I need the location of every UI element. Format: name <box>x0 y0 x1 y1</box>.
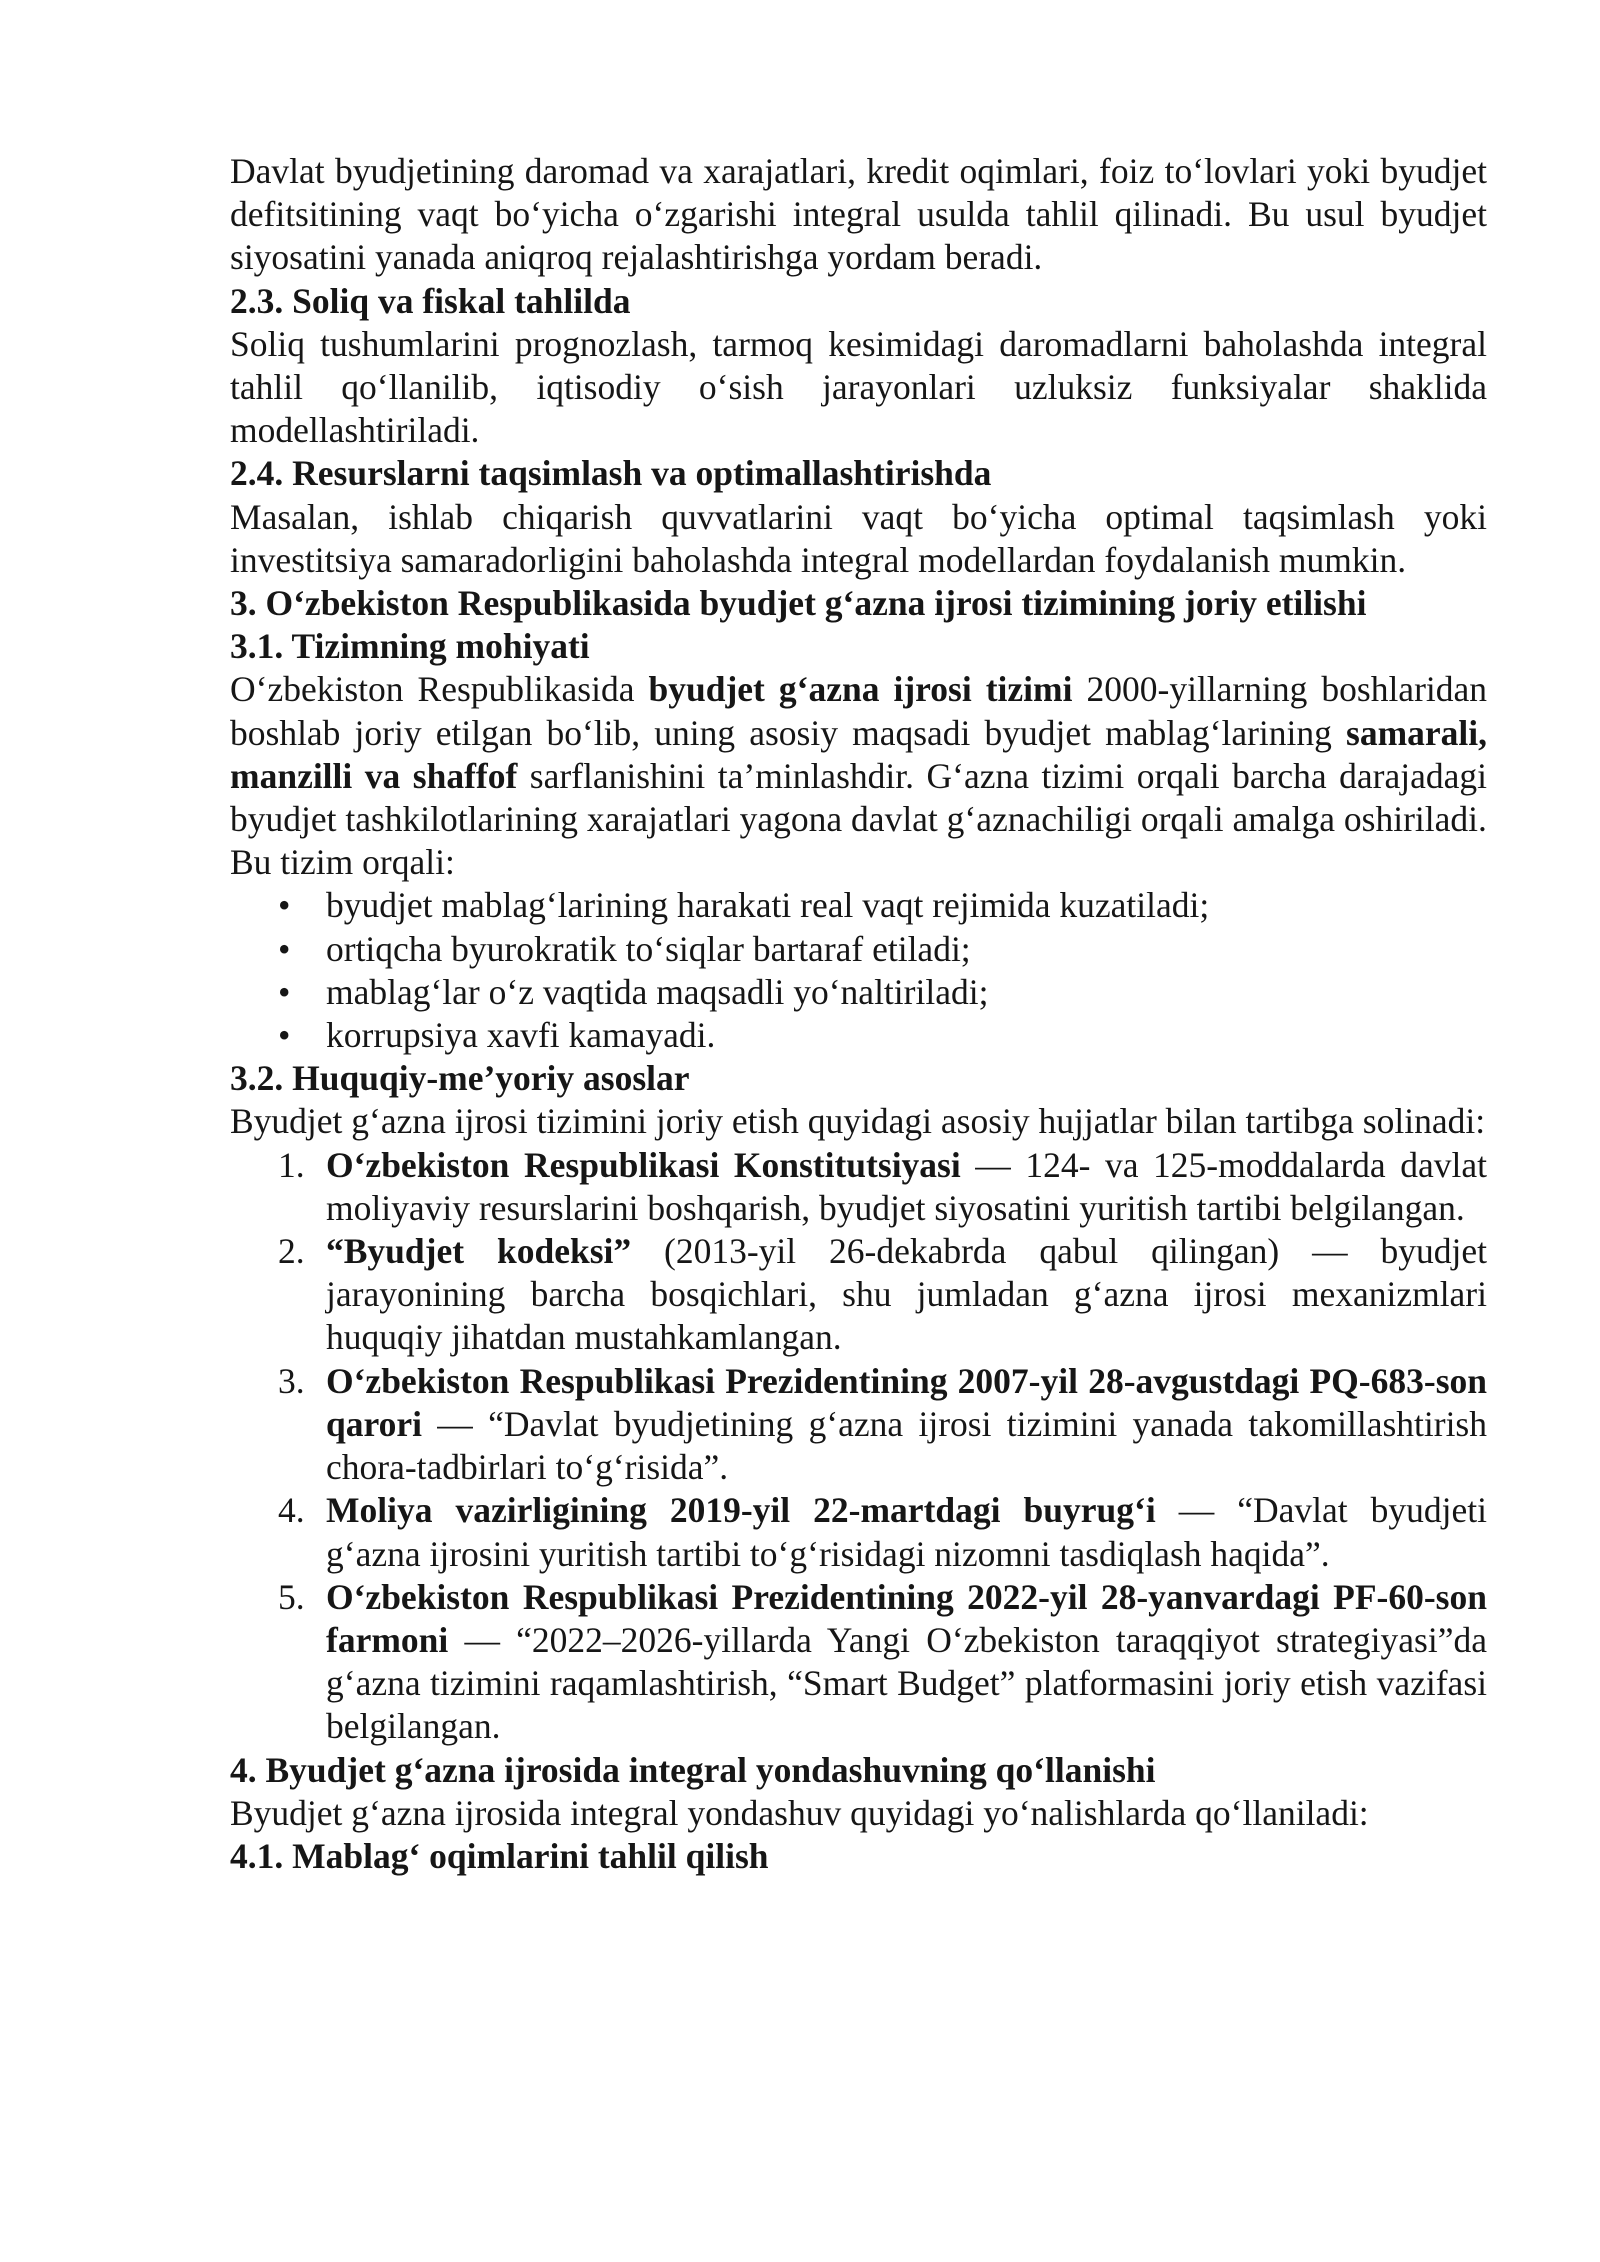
paragraph-3-1-bold-2: samarali, manzilli va shaffof <box>230 712 1487 796</box>
list-number: 1. <box>278 1144 305 1185</box>
bullet-item: • mablag‘lar o‘z vaqtida maqsadli yo‘naltiriladi; <box>230 971 1487 1014</box>
bullet-item: • ortiqcha byurokratik to‘siqlar bartaraf etiladi; <box>230 928 1487 971</box>
legal-document-description: — 124- va 125-moddalarda davlat moliyaviy resurslarini boshqarish, byudjet siyosatini yuritish tartibi belgilangan. <box>326 1144 1487 1228</box>
list-number: 2. <box>278 1231 305 1272</box>
heading-3-2: 3.2. Huquqiy-me’yoriy asoslar <box>230 1058 690 1099</box>
legal-document-item <box>230 1489 1487 1575</box>
heading-3-1: 3.1. Tizimning mohiyati <box>230 626 590 667</box>
heading-2-3: 2.3. Soliq va fiskal tahlilda <box>230 280 631 321</box>
list-number: 4. <box>278 1490 305 1531</box>
bullet-item: • korrupsiya xavfi kamayadi. <box>230 1014 1487 1057</box>
legal-document-title: O‘zbekiston Respublikasi Prezidentining 2007-yil 28-avgustdagi PQ-683-son qarori <box>326 1360 1487 1444</box>
paragraph-budget-integral-analysis: Davlat byudjetining daromad va xarajatlari, kredit oqimlari, foiz to‘lovlari yoki byudjet defitsitining vaqt bo‘yicha o‘zgarishi integral usulda tahlil qilinadi. Bu usul byudjet siyosatini yanada aniqroq rejalashtirishga yordam beradi. <box>230 151 1487 278</box>
legal-document-description: (2013-yil 26-dekabrda qabul qilingan) — byudjet jarayonining barcha bosqichlari, shu jumladan g‘azna ijrosi mexanizmlari huquqiy jihatdan mustahkamlangan. <box>326 1231 1487 1358</box>
paragraph-3-2: Byudjet g‘azna ijrosi tizimini joriy etish quyidagi asosiy hujjatlar bilan tartibga solinadi: <box>230 1101 1486 1142</box>
heading-2-4: 2.4. Resurslarni taqsimlash va optimallashtirishda <box>230 453 992 494</box>
heading-3: 3. O‘zbekiston Respublikasida byudjet g‘azna ijrosi tizimining joriy etilishi <box>230 583 1367 624</box>
legal-document-description: — “2022–2026-yillarda Yangi O‘zbekiston taraqqiyot strategiyasi”da g‘azna tizimini raqamlashtirish, “Smart Budget” platformasini joriy etish vazifasi belgilangan. <box>326 1619 1487 1747</box>
legal-document-item <box>230 1360 1487 1490</box>
paragraph-3-1-text-2: 2000-yillarning boshlaridan boshlab joriy etilgan bo‘lib, uning asosiy maqsadi byudjet mablag‘larining <box>230 669 1488 753</box>
paragraph-3-1-text-1: O‘zbekiston Respublikasida <box>230 669 649 710</box>
paragraph-2-3: Soliq tushumlarini prognozlash, tarmoq kesimidagi daromadlarni baholashda integral tahlil qo‘llanilib, iqtisodiy o‘sish jarayonlari uzluksiz funksiyalar shaklida modellashtiriladi. <box>230 323 1487 451</box>
legal-document-title: “Byudjet kodeksi” <box>326 1231 632 1272</box>
bullet-item: • byudjet mablag‘larining harakati real vaqt rejimida kuzatiladi; <box>230 884 1487 927</box>
paragraph-3-1 <box>230 668 1487 841</box>
legal-document-title: O‘zbekiston Respublikasi Prezidentining 2022-yil 28-yanvardagi PF-60-son farmoni <box>326 1576 1487 1660</box>
legal-document-description: — “Davlat byudjetining g‘azna ijrosi tizimini yanada takomillashtirish chora-tadbirlari to‘g‘risida”. <box>326 1403 1487 1488</box>
paragraph-3-1-bold-1: byudjet g‘azna ijrosi tizimi <box>648 669 1073 710</box>
paragraph-4: Byudjet g‘azna ijrosida integral yondashuv quyidagi yo‘nalishlarda qo‘llaniladi: <box>230 1792 1369 1833</box>
legal-documents-list <box>230 1144 1487 1749</box>
list-number: 5. <box>278 1576 305 1617</box>
legal-document-description: — “Davlat byudjeti g‘azna ijrosini yuritish tartibi to‘g‘risidagi nizomni tasdiqlash haqida”. <box>326 1490 1487 1574</box>
bullet-list <box>230 884 1487 1057</box>
paragraph-3-1-lead: Bu tizim orqali: <box>230 842 455 883</box>
paragraph-2-4: Masalan, ishlab chiqarish quvvatlarini vaqt bo‘yicha optimal taqsimlash yoki investitsiya samaradorligini baholashda integral modellardan foydalanish mumkin. <box>230 496 1487 580</box>
legal-document-title: O‘zbekiston Respublikasi Konstitutsiyasi <box>326 1144 961 1185</box>
heading-4-1: 4.1. Mablag‘ oqimlarini tahlil qilish <box>230 1835 769 1876</box>
legal-document-item <box>230 1144 1487 1230</box>
heading-4: 4. Byudjet g‘azna ijrosida integral yondashuvning qo‘llanishi <box>230 1749 1156 1790</box>
legal-document-item <box>230 1576 1487 1749</box>
list-number: 3. <box>278 1360 305 1401</box>
legal-document-title: Moliya vazirligining 2019-yil 22-martdagi buyrug‘i <box>326 1490 1156 1531</box>
paragraph-3-1-text-3: sarflanishini ta’minlashdir. G‘azna tizimi orqali barcha darajadagi byudjet tashkilotlarining xarajatlari yagona davlat g‘aznachiligi orqali amalga oshiriladi. <box>230 755 1487 840</box>
legal-document-item <box>230 1230 1487 1360</box>
